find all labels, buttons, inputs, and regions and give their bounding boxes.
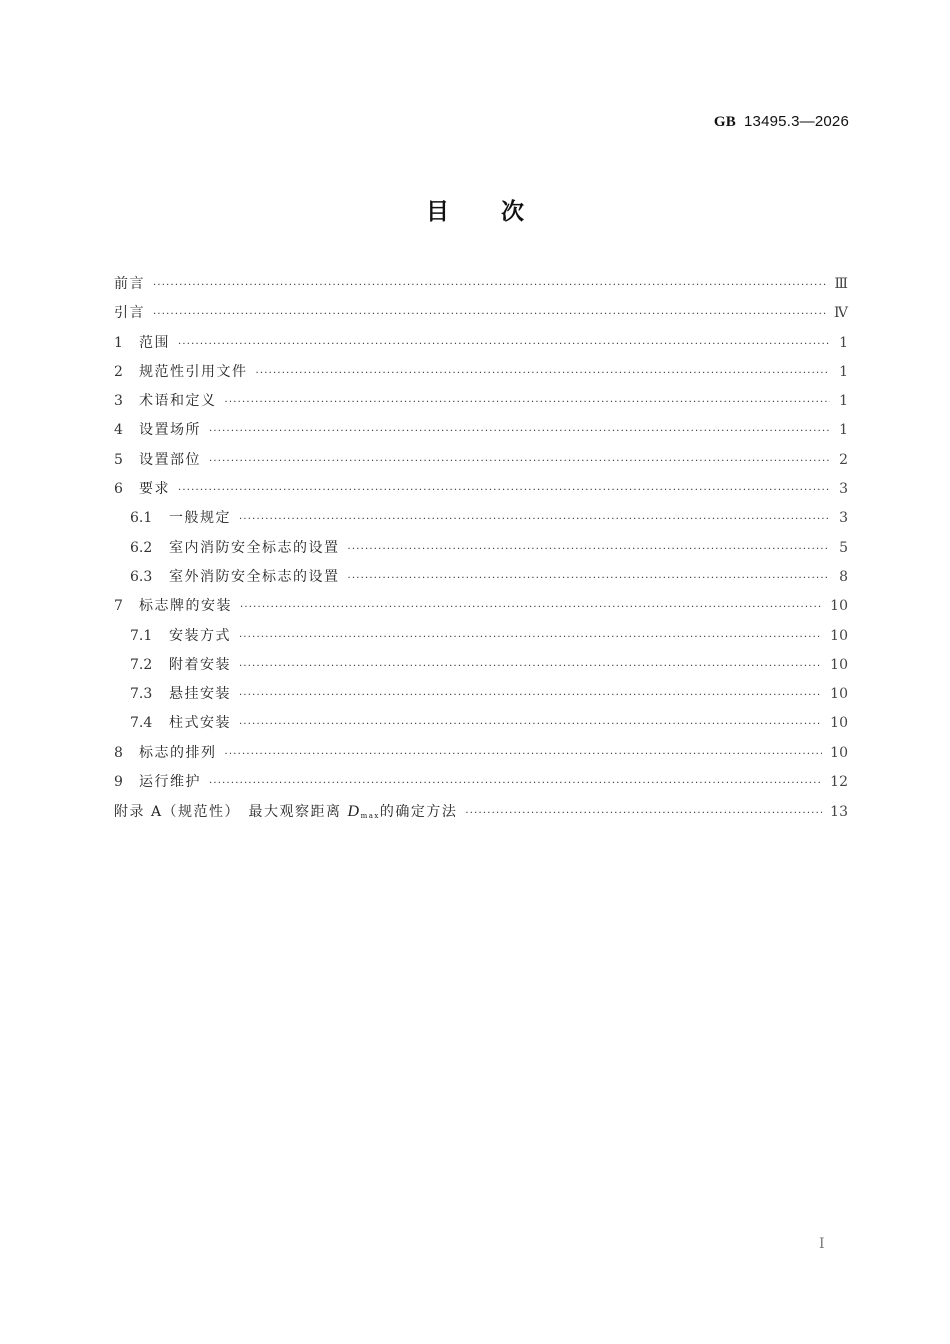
- toc-leader: [240, 593, 822, 622]
- toc-page: 10: [830, 686, 848, 703]
- toc-label: 设置部位: [139, 451, 201, 468]
- toc-entry[interactable]: [114, 475, 848, 504]
- standard-number: [714, 113, 849, 131]
- toc-number: 4: [114, 422, 123, 439]
- toc-leader: [465, 799, 822, 828]
- standard-code: 13495.3—2026: [744, 113, 849, 130]
- toc-label: 规范性引用文件: [139, 363, 248, 380]
- toc-number: 6: [114, 481, 123, 498]
- toc-subentry[interactable]: [114, 651, 848, 680]
- toc-number: 6.3: [130, 568, 153, 585]
- toc-number: 7: [114, 598, 123, 615]
- toc-page: 2: [839, 451, 848, 468]
- toc-number: 6.2: [130, 539, 153, 556]
- toc-number: 7.4: [130, 715, 153, 732]
- toc-entry[interactable]: [114, 416, 848, 445]
- toc-leader: [239, 681, 822, 710]
- toc-leader: [239, 505, 830, 534]
- toc-leader: [239, 652, 822, 681]
- toc-leader: [256, 359, 831, 388]
- toc-leader: [153, 300, 826, 329]
- toc-number: 2: [114, 363, 123, 380]
- toc-label: 要求: [139, 481, 170, 498]
- toc-number: 7.1: [130, 627, 153, 644]
- toc-label: [114, 797, 465, 831]
- toc-label: 安装方式: [169, 627, 231, 644]
- toc-entry[interactable]: [114, 329, 848, 358]
- toc-leader: [225, 388, 831, 417]
- toc-number: 7.3: [130, 686, 153, 703]
- toc-subentry[interactable]: [114, 709, 848, 738]
- toc-page: 13: [830, 804, 848, 821]
- toc-label: 术语和定义: [139, 393, 217, 410]
- toc-leader: [225, 740, 823, 769]
- toc-label: 悬挂安装: [169, 686, 231, 703]
- toc-page: 1: [839, 422, 848, 439]
- toc-subentry[interactable]: [114, 563, 848, 592]
- toc-page: 10: [830, 627, 848, 644]
- toc-entry[interactable]: [114, 768, 848, 797]
- toc-entry-appendix-a[interactable]: [114, 797, 848, 826]
- toc-leader: [209, 769, 822, 798]
- page-number: I: [819, 1236, 825, 1252]
- toc-page: 1: [839, 393, 848, 410]
- toc-page: Ⅳ: [834, 305, 848, 322]
- toc-page: 10: [830, 715, 848, 732]
- toc-leader: [178, 476, 830, 505]
- toc-page: 5: [839, 539, 848, 556]
- toc-leader: [348, 564, 831, 593]
- page-title: [0, 193, 950, 226]
- toc-number: 8: [114, 744, 123, 761]
- toc-label: 运行维护: [139, 774, 201, 791]
- toc-page: 3: [839, 510, 848, 527]
- toc-number: 7.2: [130, 656, 153, 673]
- toc-label: 标志的排列: [139, 744, 217, 761]
- standard-prefix: GB: [713, 114, 736, 130]
- toc-label: 室外消防安全标志的设置: [169, 568, 340, 585]
- toc-entry[interactable]: [114, 358, 848, 387]
- toc-page: 8: [839, 568, 848, 585]
- toc-label: 一般规定: [169, 510, 231, 527]
- toc-label: 前言: [114, 276, 145, 292]
- toc-entry-introduction[interactable]: [114, 299, 848, 328]
- toc-leader: [239, 623, 822, 652]
- toc-page: 1: [839, 334, 848, 351]
- toc-leader: [209, 417, 830, 446]
- toc-leader: [348, 535, 831, 564]
- toc-subentry[interactable]: [114, 622, 848, 651]
- appendix-subscript: max: [360, 812, 380, 821]
- toc-label: 室内消防安全标志的设置: [169, 539, 340, 556]
- toc-subentry[interactable]: [114, 534, 848, 563]
- toc-entry[interactable]: [114, 446, 848, 475]
- toc-number: 3: [114, 393, 123, 410]
- toc-entry[interactable]: [114, 592, 848, 621]
- toc-page: 10: [830, 744, 848, 761]
- toc-subentry[interactable]: [114, 680, 848, 709]
- toc-leader: [153, 271, 826, 300]
- title-char-2: 次: [501, 199, 524, 225]
- toc-label: 引言: [114, 305, 145, 322]
- toc-entry-foreword[interactable]: [114, 270, 848, 299]
- appendix-symbol: D: [347, 803, 361, 821]
- toc-number: 9: [114, 774, 123, 791]
- toc-label: 标志牌的安装: [139, 598, 232, 615]
- toc-page: 10: [830, 656, 848, 673]
- toc-page: 12: [830, 774, 848, 791]
- toc-label: 附着安装: [169, 656, 231, 673]
- toc-leader: [178, 330, 830, 359]
- toc-page: 1: [839, 363, 848, 380]
- toc-entry[interactable]: [114, 387, 848, 416]
- toc-leader: [209, 447, 830, 476]
- toc-label: 范围: [139, 334, 170, 351]
- toc-page: Ⅲ: [834, 276, 848, 292]
- appendix-prefix: 附录 A（规范性） 最大观察距离: [114, 804, 348, 821]
- toc-subentry[interactable]: [114, 504, 848, 533]
- toc-label: 柱式安装: [169, 715, 231, 732]
- toc-number: 6.1: [130, 510, 153, 527]
- appendix-suffix: 的确定方法: [379, 804, 458, 821]
- toc-label: 设置场所: [139, 422, 201, 439]
- toc-page: 3: [839, 481, 848, 498]
- toc-number: 1: [114, 334, 123, 351]
- toc-number: 5: [114, 451, 123, 468]
- toc-entry[interactable]: [114, 739, 848, 768]
- table-of-contents: [114, 270, 848, 827]
- toc-leader: [239, 710, 822, 739]
- toc-page: 10: [830, 598, 848, 615]
- title-char-1: 目: [426, 199, 449, 225]
